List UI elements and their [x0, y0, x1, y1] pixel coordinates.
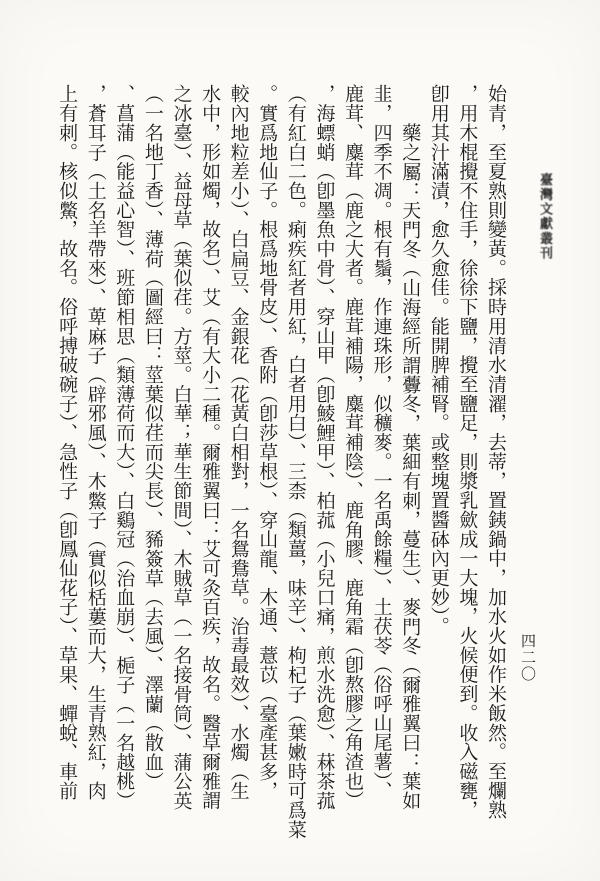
- text-column-8: （有紅白二色。痢疾紅者用紅，白者用白）、三柰（類薑，味辛）、枸杞子（葉嫩時可爲菜: [284, 84, 307, 839]
- book-series-title: 臺灣文獻叢刊: [537, 173, 552, 261]
- text-column-15: ，蒼耳子（土名羊帶來）、萆麻子（辟邪風）、木鱉子（實似栝蔞而大，生青熟紅，肉: [84, 84, 107, 801]
- text-column-11: 水中，形如燭，故名）、艾（有大小二種。爾雅翼曰：艾可灸百疾，故名。醫草爾雅謂: [199, 84, 222, 810]
- page-number: 四二〇: [519, 633, 537, 683]
- text-column-6: 鹿茸、麋茸（鹿之大者。鹿茸補陽，麋茸補陰）、鹿角膠、鹿角霜（卽熬膠之角渣也）: [342, 84, 365, 810]
- text-column-10: 較內地粒差小）、白扁豆、金銀花（花黃白相對，一名鴛鴦草。治毒最效）、水燭（生: [227, 84, 250, 801]
- text-column-16: 上有刺。核似鱉，故名。俗呼搏破碗子）、急性子（卽鳳仙花子）、草果、蟬蛻、車前: [56, 84, 79, 801]
- text-column-4: 藥之屬：天門冬（山海經所謂虋冬，葉細有刺，蔓生）、麥門冬（爾雅翼曰：葉如: [399, 123, 422, 811]
- text-column-2: ，用木棍攪不住手，徐徐下鹽，攪至鹽足，則漿乳歛成一大塊，火候便到。收入磁甕，: [456, 84, 479, 820]
- text-column-14: 、菖蒲（能益心智）、班節相思（類薄荷而大）、白鷄冠（治血崩）、梔子（一名越桃）: [113, 84, 136, 811]
- text-column-9: 。實爲地仙子。根爲地骨皮）、香附（卽莎草根）、穿山龍、木通、薏苡（臺產甚多，: [256, 84, 279, 801]
- text-column-5: 韭，四季不凋。根有鬚，作連珠形，似穬麥。一名禹餘糧）、土茯苓（俗呼山尾薯）、: [370, 84, 393, 801]
- text-column-1: 始青，至夏熟則變黃。採時用清水清濯，去蒂，置銕鍋中，加水火如作米飯然。至爛熟: [485, 84, 507, 820]
- text-column-13: （一名地丁香）、薄荷（圖經曰：莖葉似荏而尖長）、豨簽草（去風）、澤蘭（散血）: [141, 84, 164, 791]
- text-column-12: 之冰臺）、益母草（葉似荏。方莖。白華；華生節間）、木賊草（一名接骨筒）、蒲公英: [170, 84, 193, 811]
- text-column-3: 卽用其汁滿漬，愈久愈佳。能開脾補腎。或整塊置醬砵內更妙）。: [427, 84, 450, 636]
- text-column-7: ，海螵蛸（卽墨魚中骨）、穿山甲（卽鯪鯉甲）、柏菰（小兒口痛，煎水洗愈）、菻茶菰: [313, 84, 336, 811]
- main-text-block: [53, 84, 511, 856]
